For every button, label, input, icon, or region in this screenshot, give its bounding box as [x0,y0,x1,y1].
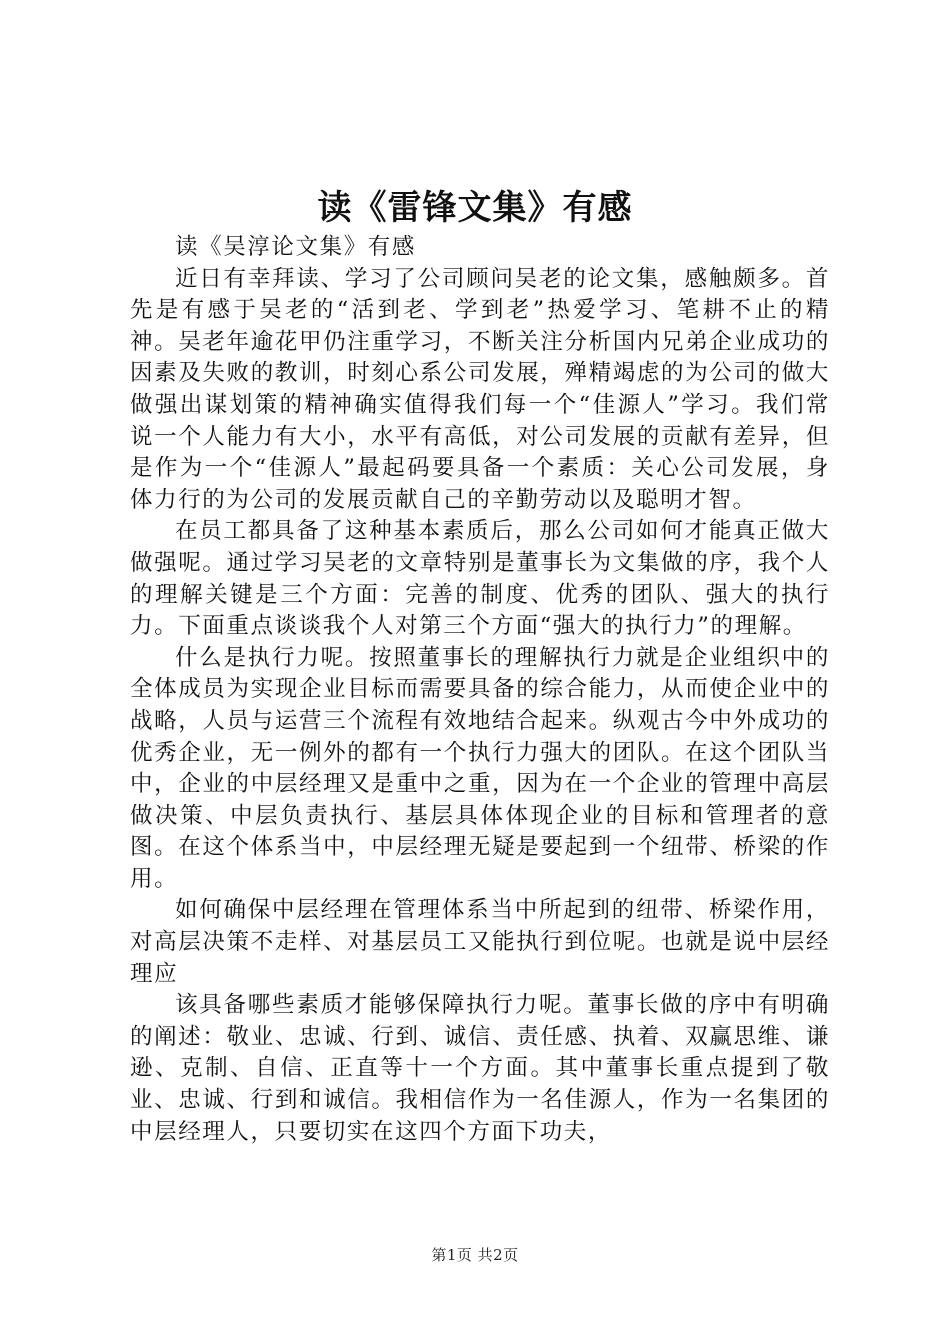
body-paragraph: 该具备哪些素质才能够保障执行力呢。董事长做的序中有明确的阐述：敬业、忠诚、行到、诚信、责任感、执着、双赢思维、谦逊、克制、自信、正直等十一个方面。其中董事长重点提到了敬业、忠诚、行到和诚信。我相信作为一名佳源人，作为一名集团的中层经理人，只要切实在这四个方面下功夫， [130,992,830,1145]
page-footer: 第1页 共2页 [431,1246,519,1264]
body-paragraph: 如何确保中层经理在管理体系当中所起到的纽带、桥梁作用，对高层决策不走样、对基层员工又能执行到位呢。也就是说中层经理应 [130,897,830,987]
body-paragraph: 近日有幸拜读、学习了公司顾问吴老的论文集，感触颇多。首先是有感于吴老的“活到老、学到老”热爱学习、笔耕不止的精神。吴老年逾花甲仍注重学习，不断关注分析国内兄弟企业成功的因素及失败的教训，时刻心系公司发展，殚精竭虑的为公司的做大做强出谋划策的精神确实值得我们每一个“佳源人”学习。我们常说一个人能力有大小，水平有高低，对公司发展的贡献有差异，但是作为一个“佳源人”最起码要具备一个素质：关心公司发展，身体力行的为公司的发展贡献自己的辛勤劳动以及聪明才智。 [130,265,830,513]
document-title: 读《雷锋文集》有感 [317,188,633,228]
subtitle-paragraph: 读《吴淳论文集》有感 [175,234,417,260]
body-paragraph: 在员工都具备了这种基本素质后，那么公司如何才能真正做大做强呢。通过学习吴老的文章特别是董事长为文集做的序，我个人的理解关键是三个方面：完善的制度、优秀的团队、强大的执行力。下面重点谈谈我个人对第三个方面“强大的执行力”的理解。 [130,518,830,640]
document-body [130,232,830,1148]
body-paragraph: 什么是执行力呢。按照董事长的理解执行力就是企业组织中的全体成员为实现企业目标而需要具备的综合能力，从而使企业中的战略，人员与运营三个流程有效地结合起来。纵观古今中外成功的优秀企业，无一例外的都有一个执行力强大的团队。在这个团队当中，企业的中层经理又是重中之重，因为在一个企业的管理中高层做决策、中层负责执行、基层具体体现企业的目标和管理者的意图。在这个体系当中，中层经理无疑是要起到一个纽带、桥梁的作用。 [130,644,830,892]
